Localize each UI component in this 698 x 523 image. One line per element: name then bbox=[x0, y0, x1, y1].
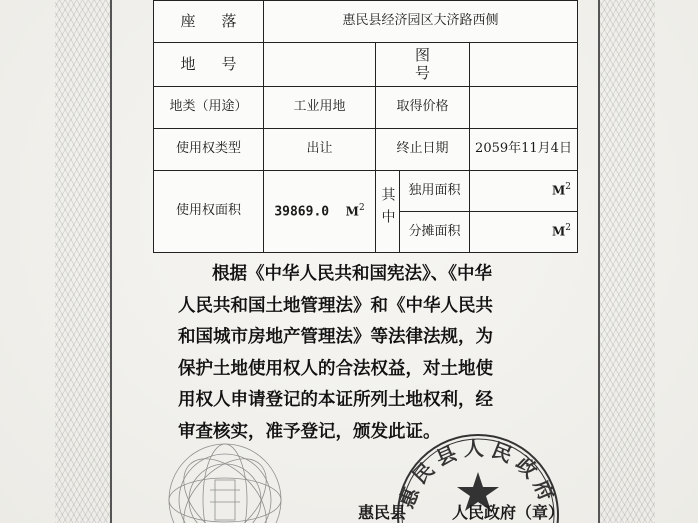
right-border-line bbox=[598, 0, 600, 523]
exclusive-area-label: 独用面积 bbox=[400, 171, 470, 212]
issuer-government-suffix: 人民政府（章） bbox=[452, 503, 565, 522]
issuer-county: 惠民县 bbox=[358, 503, 407, 522]
location-value: 惠民县经济园区大济路西侧 bbox=[264, 1, 578, 43]
map-no-value bbox=[470, 43, 578, 87]
shared-area-value bbox=[470, 212, 578, 253]
location-label: 座落 bbox=[154, 1, 264, 43]
acquire-price-label: 取得价格 bbox=[376, 87, 470, 129]
statement-line-6: 审查核实，准予登记，颁发此证。 bbox=[178, 421, 441, 442]
area-value: 39869.0 bbox=[274, 204, 330, 220]
shared-unit-sup: 2 bbox=[565, 223, 572, 234]
lot-no-value bbox=[264, 43, 376, 87]
land-type-label: 地类（用途） bbox=[154, 87, 264, 129]
qizhong-label: 其中 bbox=[379, 187, 396, 232]
location-row bbox=[154, 1, 578, 43]
guilloche-emblem-icon bbox=[140, 440, 310, 523]
end-date-label: 终止日期 bbox=[376, 129, 470, 171]
statement-line-4: 保护土地使用权人的合法权益，对土地使 bbox=[178, 358, 493, 379]
statement-line-1: 根据《中华人民共和国宪法》、《中华 bbox=[212, 264, 492, 284]
left-guilloche-border bbox=[55, 0, 110, 523]
lot-map-row bbox=[154, 43, 578, 87]
right-type-value: 出让 bbox=[264, 129, 376, 171]
area-unit: M bbox=[345, 204, 359, 219]
statement-line-3: 和国城市房地产管理法》等法律法规，为 bbox=[178, 327, 493, 347]
right-type-row bbox=[154, 129, 578, 171]
statement-line-2: 人民共和国土地管理法》和《中华人民共 bbox=[178, 295, 493, 316]
area-unit-sup: 2 bbox=[358, 202, 365, 213]
land-type-row bbox=[154, 87, 578, 129]
land-type-value: 工业用地 bbox=[264, 87, 376, 129]
shared-area-label: 分摊面积 bbox=[400, 212, 470, 253]
end-date-value: 2059年11月4日 bbox=[470, 129, 578, 171]
qizhong-cell bbox=[376, 171, 400, 253]
land-certificate-table bbox=[153, 0, 578, 253]
exclusive-unit-sup: 2 bbox=[565, 182, 572, 193]
certificate-statement bbox=[178, 259, 598, 448]
seal-text: 惠民县人民政府 bbox=[394, 436, 562, 512]
statement-line-5: 用权人申请登记的本证所列土地权利，经 bbox=[178, 390, 493, 410]
left-border-line bbox=[110, 0, 112, 523]
exclusive-unit: M bbox=[551, 183, 566, 198]
lot-no-label: 地号 bbox=[154, 43, 264, 87]
area-row-top bbox=[154, 171, 578, 212]
area-value-cell bbox=[264, 171, 376, 253]
right-guilloche-border bbox=[600, 0, 655, 523]
exclusive-area-value bbox=[470, 171, 578, 212]
right-type-label: 使用权类型 bbox=[154, 129, 264, 171]
shared-unit: M bbox=[551, 224, 566, 239]
acquire-price-value bbox=[470, 87, 578, 129]
area-label: 使用权面积 bbox=[154, 171, 264, 253]
map-no-label: 图号 bbox=[376, 43, 470, 87]
